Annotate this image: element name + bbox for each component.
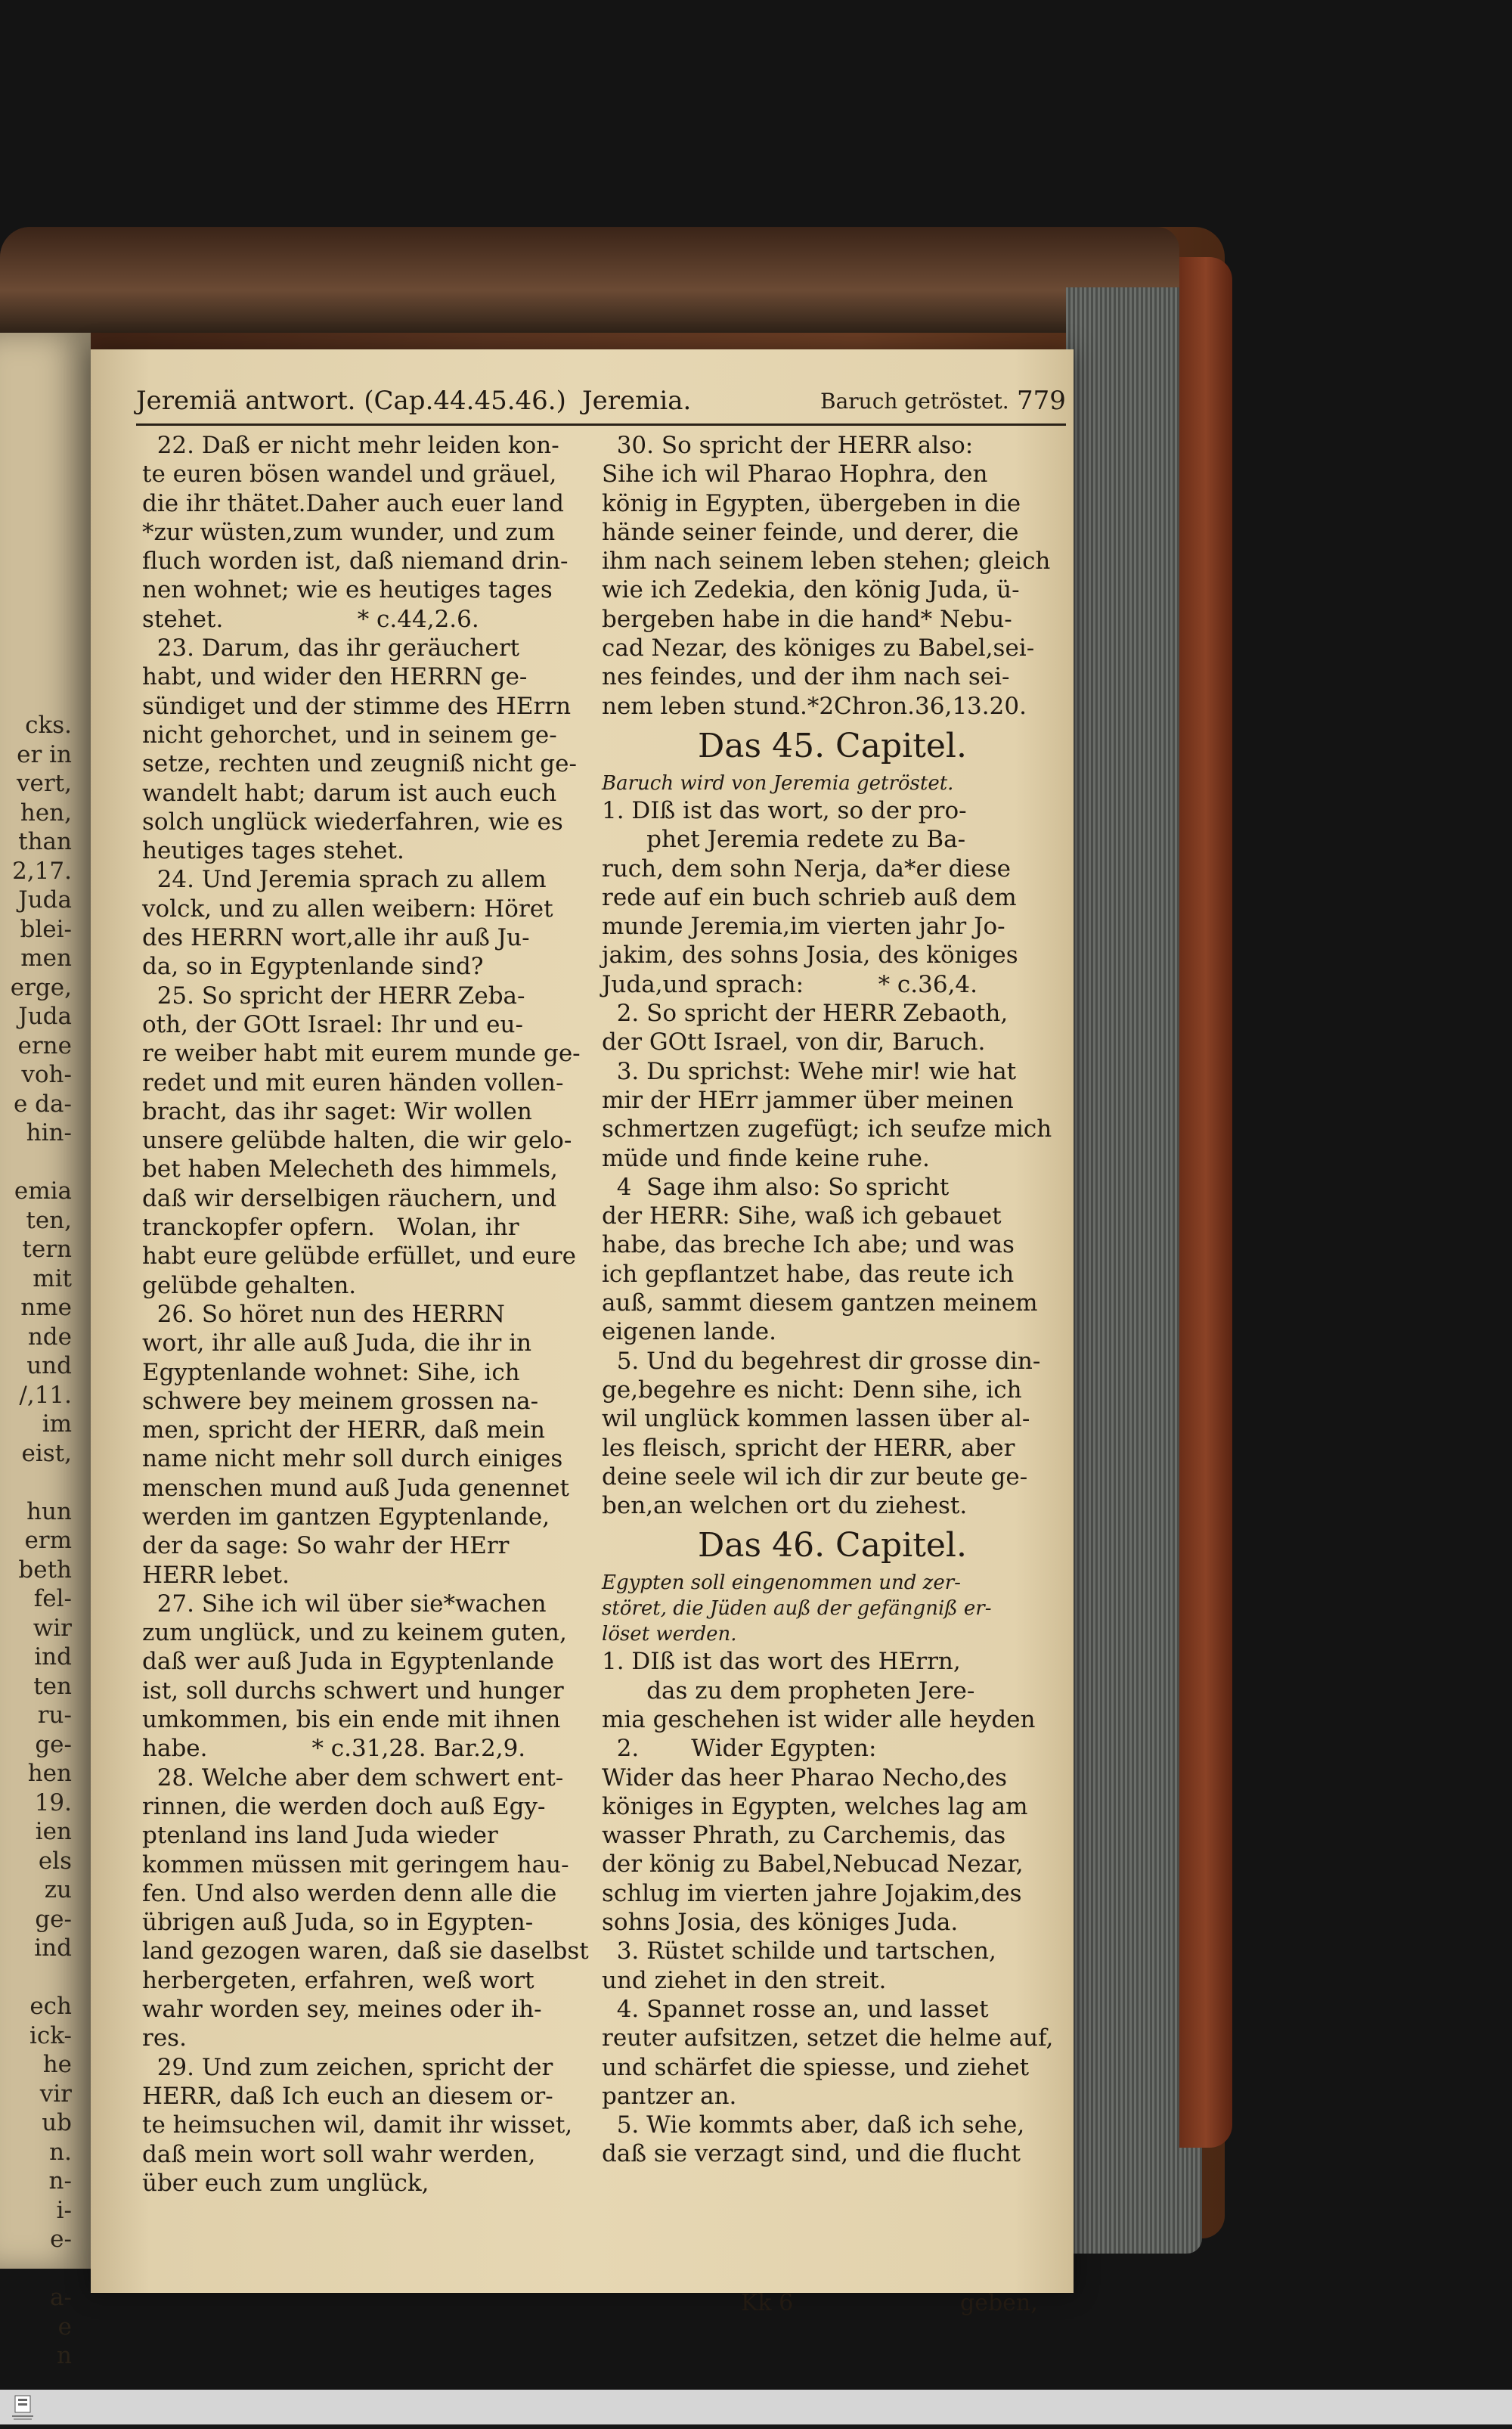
text-line: setze, rechten und zeugniß nicht ge- — [142, 750, 577, 778]
text-line: herbergeten, erfahren, weß wort — [142, 1966, 534, 1994]
text-line: jakim, des sohns Josia, des königes — [602, 942, 1018, 969]
left-fragment-line: hen — [27, 1760, 72, 1787]
text-line: Egyptenlande wohnet: Sihe, ich — [142, 1358, 520, 1386]
text-line: der HERR: Sihe, waß ich gebauet — [602, 1202, 1002, 1230]
text-line: nicht gehorchet, und in seinem ge- — [142, 721, 557, 749]
text-line: daß mein wort soll wahr werden, — [142, 2140, 536, 2168]
text-line: habe, das breche Ich abe; und was — [602, 1231, 1015, 1259]
left-fragment-line: e da- — [13, 1090, 72, 1118]
text-line: schmertzen zugefügt; ich seufze mich — [602, 1115, 1052, 1143]
text-line: 5. Und du begehrest dir grosse din- — [602, 1347, 1041, 1375]
text-line: 4. Spannet rosse an, und lasset — [602, 1995, 989, 2023]
left-fragment-line: im — [42, 1410, 72, 1438]
text-line: Wider das heer Pharao Necho,des — [602, 1764, 1008, 1792]
text-line: 26. So höret nun des HERRN — [142, 1300, 505, 1328]
text-line: mir der HErr jammer über meinen — [602, 1086, 1014, 1114]
text-line: ben,an welchen ort du ziehest. — [602, 1492, 968, 1520]
text-line: nes feindes, und der ihm nach sei- — [602, 663, 1010, 691]
text-line: schlug im vierten jahre Jojakim,des — [602, 1879, 1022, 1907]
left-fragment-line: ge- — [35, 1905, 72, 1933]
left-fragment-line: ten — [33, 1672, 72, 1700]
text-line: bracht, das ihr saget: Wir wollen — [142, 1097, 532, 1125]
text-line: wort, ihr alle auß Juda, die ihr in — [142, 1329, 532, 1357]
text-line: auß, sammt diesem gantzen meinem — [602, 1289, 1038, 1317]
left-fragment-line: hun — [26, 1497, 72, 1525]
text-line: bet haben Melecheth des himmels, — [142, 1156, 558, 1183]
left-page-text — [0, 711, 72, 2429]
left-fragment-line: i- — [56, 2196, 72, 2224]
left-fragment-line — [0, 1148, 72, 1177]
left-fragment-line: hin- — [26, 1119, 72, 1146]
left-fragment-line: cks. — [25, 712, 72, 739]
left-fragment-line: than — [18, 828, 72, 855]
text-line: re weiber habt mit eurem munde ge- — [142, 1040, 581, 1068]
left-fragment-line: hen, — [20, 799, 72, 827]
text-line: habe. * c.31,28. Bar.2,9. — [142, 1735, 526, 1763]
left-fragment-line: ech — [29, 1993, 72, 2020]
text-line: solch unglück wiederfahren, wie es — [142, 808, 563, 836]
left-fragment-line: eist, — [21, 1439, 72, 1467]
text-line: nem leben stund.*2Chron.36,13.20. — [602, 692, 1027, 720]
left-fragment-line: 19. — [34, 1788, 72, 1816]
text-line: pantzer an. — [602, 2082, 737, 2110]
text-line: wasser Phrath, zu Carchemis, das — [602, 1822, 1006, 1850]
text-line: fluch worden ist, daß niemand drin- — [142, 548, 569, 575]
left-fragment-line: fel- — [33, 1585, 72, 1612]
text-line: daß wer auß Juda in Egyptenlande — [142, 1648, 554, 1676]
text-line: les fleisch, spricht der HERR, aber — [602, 1434, 1015, 1462]
book-top-edge — [0, 227, 1179, 333]
text-line: 4 Sage ihm also: So spricht — [602, 1173, 950, 1201]
text-line: eigenen lande. — [602, 1318, 776, 1346]
text-line: werden im gantzen Egyptenlande, — [142, 1503, 550, 1531]
text-line: nen wohnet; wie es heutiges tages — [142, 576, 553, 604]
text-line: zum unglück, und zu keinem guten, — [142, 1619, 567, 1647]
left-fragment-line: Juda — [18, 886, 72, 914]
text-line: unsere gelübde halten, die wir gelo- — [142, 1127, 572, 1155]
text-line: sohns Josia, des königes Juda. — [602, 1909, 959, 1937]
text-line: 27. Sihe ich wil über sie*wachen — [142, 1590, 547, 1618]
text-line: 3. Rüstet schilde und tartschen, — [602, 1937, 996, 1965]
left-fragment-line: mit — [33, 1264, 72, 1292]
text-line: 30. So spricht der HERR also: — [602, 432, 974, 459]
text-line: habt eure gelübde erfüllet, und eure — [142, 1242, 576, 1270]
text-line: redet und mit euren händen vollen- — [142, 1069, 564, 1097]
left-fragment-line: ind — [34, 1643, 72, 1671]
left-fragment-line: ien — [35, 1818, 72, 1845]
text-line: tranckopfer opfern. Wolan, ihr — [142, 1214, 519, 1242]
left-fragment-line: a- — [50, 2284, 72, 2311]
left-fragment-line: he — [42, 2051, 72, 2078]
left-column — [142, 431, 596, 2198]
text-line: 2. Wider Egypten: — [602, 1735, 877, 1763]
text-line: der könig zu Babel,Nebucad Nezar, — [602, 1850, 1024, 1878]
header-left: Jeremiä antwort. (Cap.44.45.46.) — [136, 386, 566, 416]
text-line: 5. Wie kommts aber, daß ich sehe, — [602, 2111, 1025, 2139]
right-column — [602, 431, 1063, 2169]
text-line: ihm nach seinem leben stehen; gleich — [602, 548, 1051, 575]
right-page — [91, 349, 1074, 2316]
verse-30-block — [602, 431, 1063, 721]
text-line: da, so in Egyptenlande sind? — [142, 953, 484, 981]
text-line: habt, und wider den HERRN ge- — [142, 663, 528, 691]
left-fragment-line: blei- — [20, 915, 72, 943]
text-line: deine seele wil ich dir zur beute ge- — [602, 1463, 1028, 1491]
left-fragment-line: ge- — [35, 1730, 72, 1758]
left-fragment-line: vert, — [17, 770, 72, 797]
text-line: land gezogen waren, daß sie daselbst — [142, 1937, 589, 1965]
text-line: wil unglück kommen lassen über al- — [602, 1405, 1030, 1433]
text-line: reuter aufsitzen, setzet die helme auf, — [602, 2024, 1054, 2052]
left-fragment-line: tern — [22, 1236, 72, 1263]
left-fragment-line: 2,17. — [12, 857, 72, 885]
cover-fore-edge — [1179, 257, 1232, 2148]
text-line: schwere bey meinem grossen na- — [142, 1387, 539, 1415]
left-fragment-line: wir — [33, 1614, 72, 1642]
left-fragment-line: beth — [18, 1556, 72, 1584]
text-line: ge,begehre es nicht: Denn sihe, ich — [602, 1376, 1022, 1404]
left-fragment-line: ub — [42, 2109, 72, 2136]
text-line: und schärfet die spiesse, und ziehet — [602, 2053, 1030, 2081]
text-line: volck, und zu allen weibern: Höret — [142, 895, 553, 923]
text-line: wahr worden sey, meines oder ih- — [142, 1996, 542, 2024]
summary-line: Egypten soll eingenommen und zer- — [602, 1571, 961, 1595]
left-fragment-line: vir — [39, 2080, 72, 2108]
left-fragment-line: und — [26, 1352, 72, 1379]
text-line: Sihe ich wil Pharao Hophra, den — [602, 461, 988, 489]
summary-line: Baruch wird von Jeremia getröstet. — [602, 771, 954, 795]
text-line: übrigen auß Juda, so in Egypten- — [142, 1909, 534, 1937]
left-fragment-line: ru- — [37, 1702, 72, 1729]
text-line: umkommen, bis ein ende mit ihnen — [142, 1706, 561, 1734]
left-fragment-line: erge, — [10, 973, 72, 1001]
text-line: Juda,und sprach: * c.36,4. — [602, 970, 978, 998]
text-line: 1. DIß ist das wort, so der pro- — [602, 796, 967, 824]
text-line: kommen müssen mit geringem hau- — [142, 1850, 569, 1878]
text-line: wie ich Zedekia, den könig Juda, ü- — [602, 576, 1020, 604]
text-line: bergeben habe in die hand* Nebu- — [602, 605, 1012, 633]
running-header — [136, 378, 1066, 426]
text-line: 23. Darum, das ihr geräuchert — [142, 634, 520, 662]
header-right-title: Baruch getröstet. — [820, 389, 1009, 414]
text-line: ptenland ins land Juda wieder — [142, 1822, 498, 1850]
chapter-45-title: Das 45. Capitel. — [698, 726, 967, 765]
signature-mark: Kk 6 — [741, 2290, 794, 2316]
left-fragment-line: /,11. — [19, 1381, 72, 1409]
left-fragment-line: els — [38, 1847, 72, 1875]
text-line: ich gepflantzet habe, das reute ich — [602, 1260, 1015, 1288]
library-logo-icon — [8, 2393, 38, 2421]
left-fragment-line: zu — [44, 1876, 72, 1903]
left-fragment-line: er in — [17, 740, 72, 768]
left-fragment-line: ind — [34, 1934, 72, 1962]
text-line: mia geschehen ist wider alle heyden — [602, 1705, 1036, 1733]
text-line: ist, soll durchs schwert und hunger — [142, 1677, 564, 1705]
left-fragment-line: erne — [17, 1031, 72, 1059]
text-line: heutiges tages stehet. — [142, 837, 404, 865]
left-fragment-line: e — [57, 2313, 72, 2341]
summary-line: löset werden. — [602, 1623, 737, 1646]
text-line: des HERRN wort,alle ihr auß Ju- — [142, 924, 530, 952]
text-line: wandelt habt; darum ist auch euch — [142, 779, 557, 807]
left-fragment-line — [0, 1963, 72, 1993]
text-line: rinnen, die werden doch auß Egy- — [142, 1792, 546, 1820]
text-line: stehet. * c.44,2.6. — [142, 605, 479, 633]
left-fragment-line: ick- — [29, 2021, 72, 2049]
text-line: munde Jeremia,im vierten jahr Jo- — [602, 913, 1005, 941]
text-line: daß wir derselbigen räuchern, und — [142, 1184, 557, 1212]
left-fragment-line: erm — [24, 1527, 72, 1554]
chapter-46-text — [602, 1647, 1063, 2168]
chapter-46-title: Das 46. Capitel. — [698, 1526, 967, 1565]
text-line: sündiget und der stimme des HErrn — [142, 692, 572, 720]
text-line: 3. Du sprichst: Wehe mir! wie hat — [602, 1057, 1017, 1085]
text-line: men, spricht der HERR, daß mein — [142, 1416, 545, 1444]
left-fragment-line: emia — [14, 1177, 72, 1205]
text-line: ruch, dem sohn Nerja, da*er diese — [602, 855, 1011, 883]
left-fragment-line: voh- — [21, 1061, 72, 1088]
text-line: 2. So spricht der HERR Zebaoth, — [602, 1000, 1009, 1028]
text-line: *zur wüsten,zum wunder, und zum — [142, 518, 556, 546]
text-line: der da sage: So wahr der HErr — [142, 1532, 510, 1560]
catchword: geben, — [960, 2290, 1038, 2316]
text-line: über euch zum unglück, — [142, 2169, 429, 2197]
text-line: müde und finde keine ruhe. — [602, 1144, 930, 1172]
text-line: te heimsuchen wil, damit ihr wisset, — [142, 2111, 573, 2139]
text-line: 29. Und zum zeichen, spricht der — [142, 2053, 553, 2081]
text-line: 25. So spricht der HERR Zeba- — [142, 982, 525, 1010]
text-line: oth, der GOtt Israel: Ihr und eu- — [142, 1010, 523, 1038]
left-fragment-line: nde — [27, 1323, 72, 1351]
summary-line: störet, die Jüden auß der gefängniß er- — [602, 1597, 992, 1621]
text-line: königes in Egypten, welches lag am — [602, 1792, 1028, 1820]
left-fragment-line: men — [20, 945, 72, 972]
left-fragment-line — [0, 2254, 72, 2284]
left-fragment-line: e- — [50, 2226, 72, 2253]
left-fragment-line — [0, 1468, 72, 1497]
text-line: 22. Daß er nicht mehr leiden kon- — [142, 432, 559, 459]
text-line: 24. Und Jeremia sprach zu allem — [142, 866, 547, 894]
left-fragment-line: nme — [20, 1294, 72, 1321]
text-line: und ziehet in den streit. — [602, 1966, 887, 1994]
left-fragment-line: Juda — [18, 1003, 72, 1030]
text-line: daß sie verzagt sind, und die flucht — [602, 2140, 1021, 2168]
text-line: res. — [142, 2024, 187, 2052]
left-fragment-line: ten, — [26, 1206, 72, 1234]
chapter-45-summary — [602, 771, 1063, 796]
chapter-46-summary — [602, 1570, 1063, 1647]
text-line: HERR, daß Ich euch an diesem or- — [142, 2082, 553, 2110]
text-line: menschen mund auß Juda genennet — [142, 1474, 569, 1502]
text-line: fen. Und also werden denn alle die — [142, 1879, 557, 1907]
text-line: gelübde gehalten. — [142, 1271, 357, 1299]
viewer-bottom-bar — [0, 2390, 1512, 2424]
left-fragment-line: n. — [49, 2138, 72, 2166]
left-fragment-line: n- — [48, 2167, 72, 2195]
text-line: name nicht mehr soll durch einiges — [142, 1445, 563, 1473]
left-fragment-line: n — [57, 2342, 72, 2369]
text-line: phet Jeremia redete zu Ba- — [602, 826, 966, 854]
text-line: die ihr thätet.Daher auch euer land — [142, 489, 565, 517]
header-center: Jeremia. — [582, 386, 692, 416]
text-line: cad Nezar, des königes zu Babel,sei- — [602, 634, 1035, 662]
text-line: das zu dem propheten Jere- — [602, 1677, 975, 1705]
text-line: hände seiner feinde, und derer, die — [602, 518, 1019, 546]
text-line: 28. Welche aber dem schwert ent- — [142, 1764, 564, 1792]
text-line: könig in Egypten, übergeben in die — [602, 489, 1021, 517]
left-page-fragment — [0, 333, 91, 2369]
page-number: 779 — [1017, 386, 1066, 416]
text-line: der GOtt Israel, von dir, Baruch. — [602, 1028, 986, 1056]
text-line: 1. DIß ist das wort des HErrn, — [602, 1648, 961, 1676]
text-line: te euren bösen wandel und gräuel, — [142, 461, 557, 489]
text-line: rede auf ein buch schrieb auß dem — [602, 883, 1017, 911]
chapter-45-text — [602, 796, 1063, 1520]
text-line: HERR lebet. — [142, 1561, 290, 1589]
